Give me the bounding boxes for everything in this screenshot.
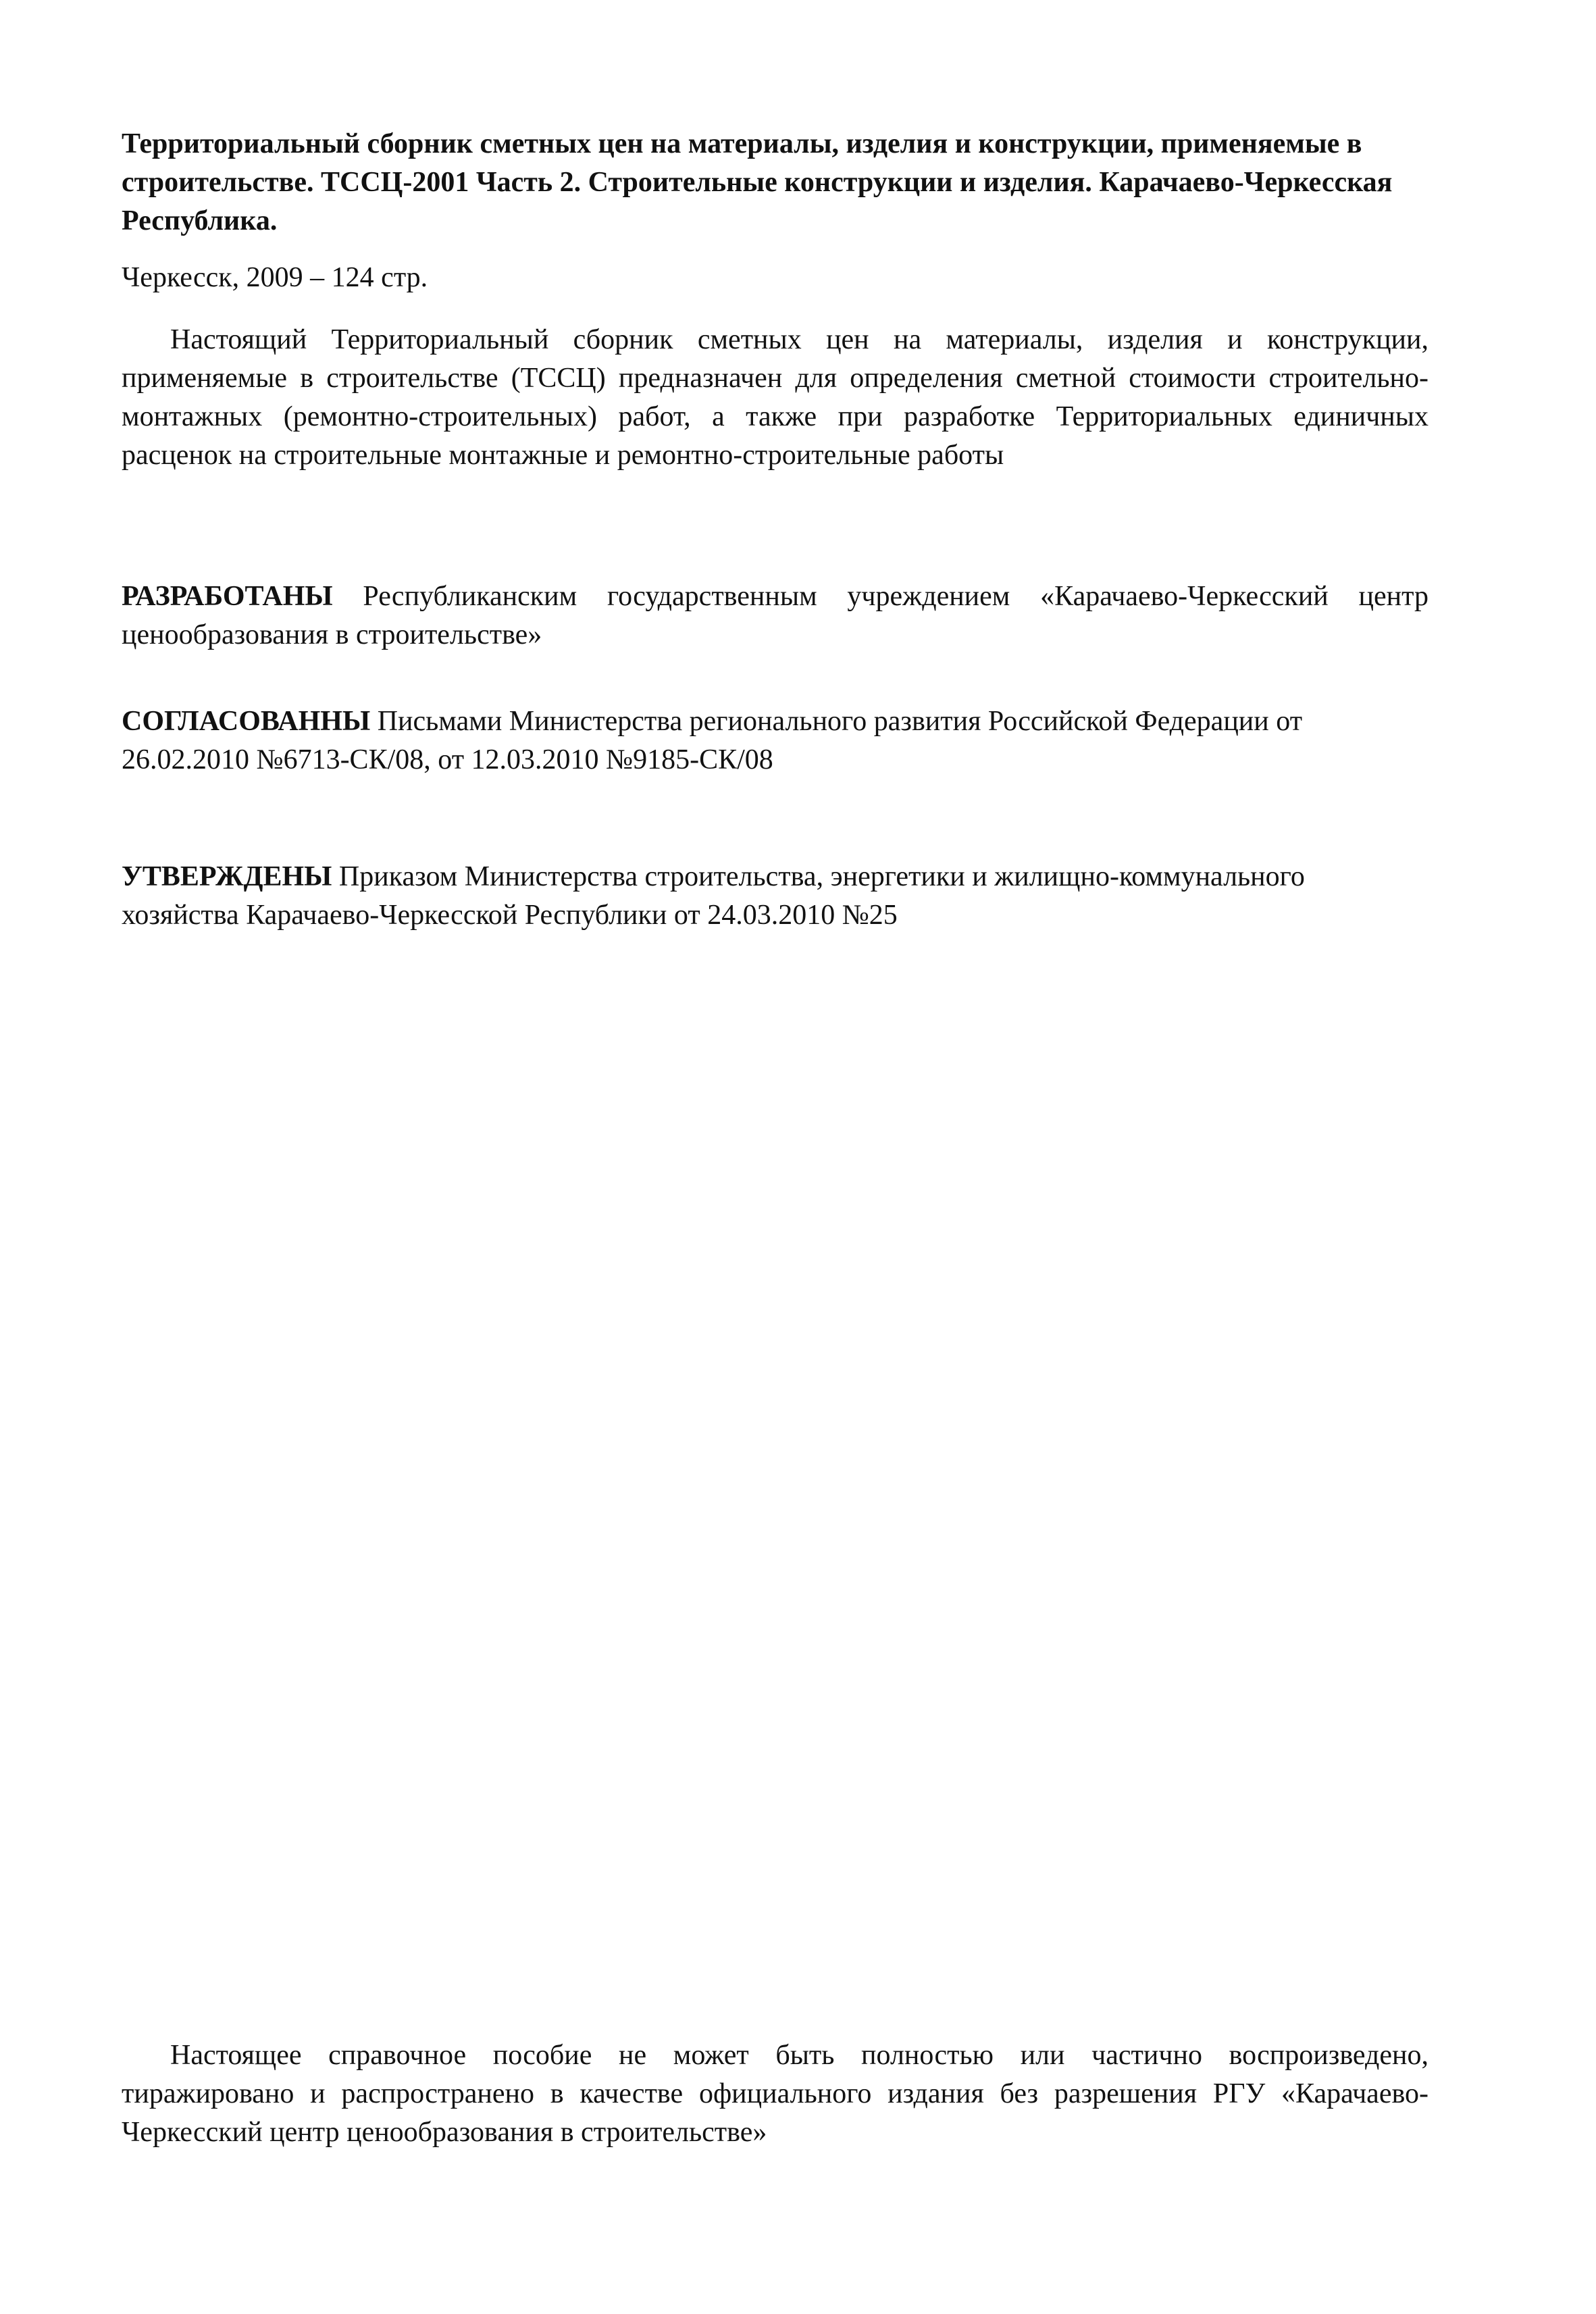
agreed-by-text: Письмами Министерства регионального развития Российской Федерации от 26.02.2010 №6713-СК/08, от 12.03.2010 №9185-СК/08 bbox=[122, 706, 1303, 775]
developed-by-paragraph bbox=[122, 577, 1428, 654]
document-title: Территориальный сборник сметных цен на материалы, изделия и конструкции, применяемые в строительстве. ТССЦ-2001 Часть 2. Строительные конструкции и изделия. Карачаево-Черкесская Республика. bbox=[122, 128, 1393, 236]
approved-by-text: Приказом Министерства строительства, энергетики и жилищно-коммунального хозяйства Карачаево-Черкесской Республики от 24.03.2010 №25 bbox=[122, 861, 1305, 931]
copyright-notice: Настоящее справочное пособие не может быть полностью или частично воспроизведено, тиражировано и распространено в качестве официального издания без разрешения РГУ «Карачаево-Черкесский центр ценообразования в строительстве» bbox=[122, 2040, 1428, 2148]
approved-by-label: УТВЕРЖДЕНЫ bbox=[122, 861, 332, 892]
imprint-line: Черкесск, 2009 – 124 стр. bbox=[122, 262, 428, 293]
developed-by-label: РАЗРАБОТАНЫ bbox=[122, 581, 333, 612]
approved-by-paragraph bbox=[122, 858, 1428, 935]
agreed-by-label: СОГЛАСОВАННЫ bbox=[122, 706, 371, 737]
agreed-by-paragraph bbox=[122, 702, 1428, 779]
developed-by-text: Республиканским государственным учреждением «Карачаево-Черкесский центр ценообразования в строительстве» bbox=[122, 581, 1428, 650]
abstract-paragraph: Настоящий Территориальный сборник сметных цен на материалы, изделия и конструкции, применяемые в строительстве (ТССЦ) предназначен для определения сметной стоимости строительно-монтажных (ремонтно-строительных) работ, а также при разработке Территориальных единичных расценок на строительные монтажные и ремонтно-строительные работы bbox=[122, 324, 1428, 471]
